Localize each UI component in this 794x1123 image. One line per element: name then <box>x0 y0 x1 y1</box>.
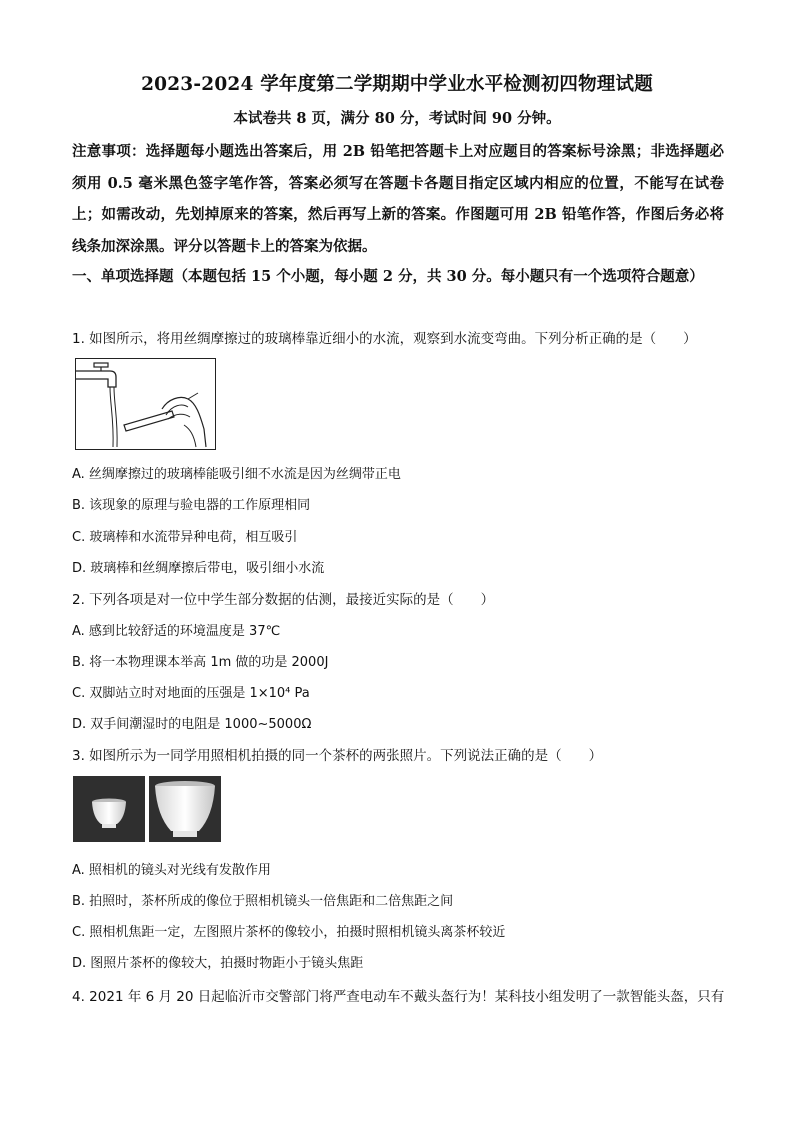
water-tap-glass-rod-illustration <box>76 359 214 448</box>
question-3-figure <box>73 776 221 842</box>
exam-title: 2023-2024 学年度第二学期期中学业水平检测初四物理试题 <box>141 74 653 95</box>
question-3-option-c: C. 照相机焦距一定，左图照片茶杯的像较小，拍摄时照相机镜头离茶杯较近 <box>72 925 506 940</box>
question-3-option-a: A. 照相机的镜头对光线有发散作用 <box>72 863 271 878</box>
question-2-stem: 2. 下列各项是对一位中学生部分数据的估测，最接近实际的是（ ） <box>72 592 495 608</box>
small-cup-photo <box>73 776 145 842</box>
exam-subtitle: 本试卷共 8 页，满分 80 分，考试时间 90 分钟。 <box>233 110 561 127</box>
section-heading: 一、单项选择题（本题包括 15 个小题，每小题 2 分，共 30 分。每小题只有一个选项符合题意） <box>72 268 704 285</box>
question-3-option-b: B. 拍照时，茶杯所成的像位于照相机镜头一倍焦距和二倍焦距之间 <box>72 894 454 909</box>
question-1-option-b: B. 该现象的原理与验电器的工作原理相同 <box>72 498 311 513</box>
question-3-stem: 3. 如图所示为一同学用照相机拍摄的同一个茶杯的两张照片。下列说法正确的是（ ） <box>72 748 603 764</box>
question-3-option-d: D. 图照片茶杯的像较大，拍摄时物距小于镜头焦距 <box>72 956 364 971</box>
notice-paragraph: 注意事项：选择题每小题选出答案后，用 2B 铅笔把答题卡上对应题目的答案标号涂黑；非选择题必须用 0.5 毫米黑色签字笔作答，答案必须写在答题卡各题目指定区域内相应的位置，不能写在试卷上；如需改动，先划掉原来的答案，然后再写上新的答案。作图题可用 2B 铅笔作答，作图后务必将线条加深涂黑。评分以答题卡上的答案为依据。 <box>72 143 724 255</box>
question-1-option-d: D. 玻璃棒和丝绸摩擦后带电，吸引细小水流 <box>72 561 325 576</box>
question-1-stem: 1. 如图所示，将用丝绸摩擦过的玻璃棒靠近细小的水流，观察到水流变弯曲。下列分析正确的是（ ） <box>72 331 697 347</box>
question-1-option-c: C. 玻璃棒和水流带异种电荷，相互吸引 <box>72 530 298 545</box>
large-cup-photo <box>149 776 221 842</box>
question-2-option-d: D. 双手间潮湿时的电阻是 1000~5000Ω <box>72 717 312 732</box>
question-4-stem: 4. 2021 年 6 月 20 日起临沂市交警部门将严查电动车不戴头盔行为！某科技小组发明了一款智能头盔，只有 <box>72 989 725 1005</box>
question-1-option-a: A. 丝绸摩擦过的玻璃棒能吸引细不水流是因为丝绸带正电 <box>72 467 401 482</box>
question-2-option-a: A. 感到比较舒适的环境温度是 37℃ <box>72 624 281 639</box>
question-2-option-c: C. 双脚站立时对地面的压强是 1×10⁴ Pa <box>72 686 310 701</box>
question-2-option-b: B. 将一本物理课本举高 1m 做的功是 2000J <box>72 655 329 670</box>
question-1-figure <box>75 358 216 450</box>
